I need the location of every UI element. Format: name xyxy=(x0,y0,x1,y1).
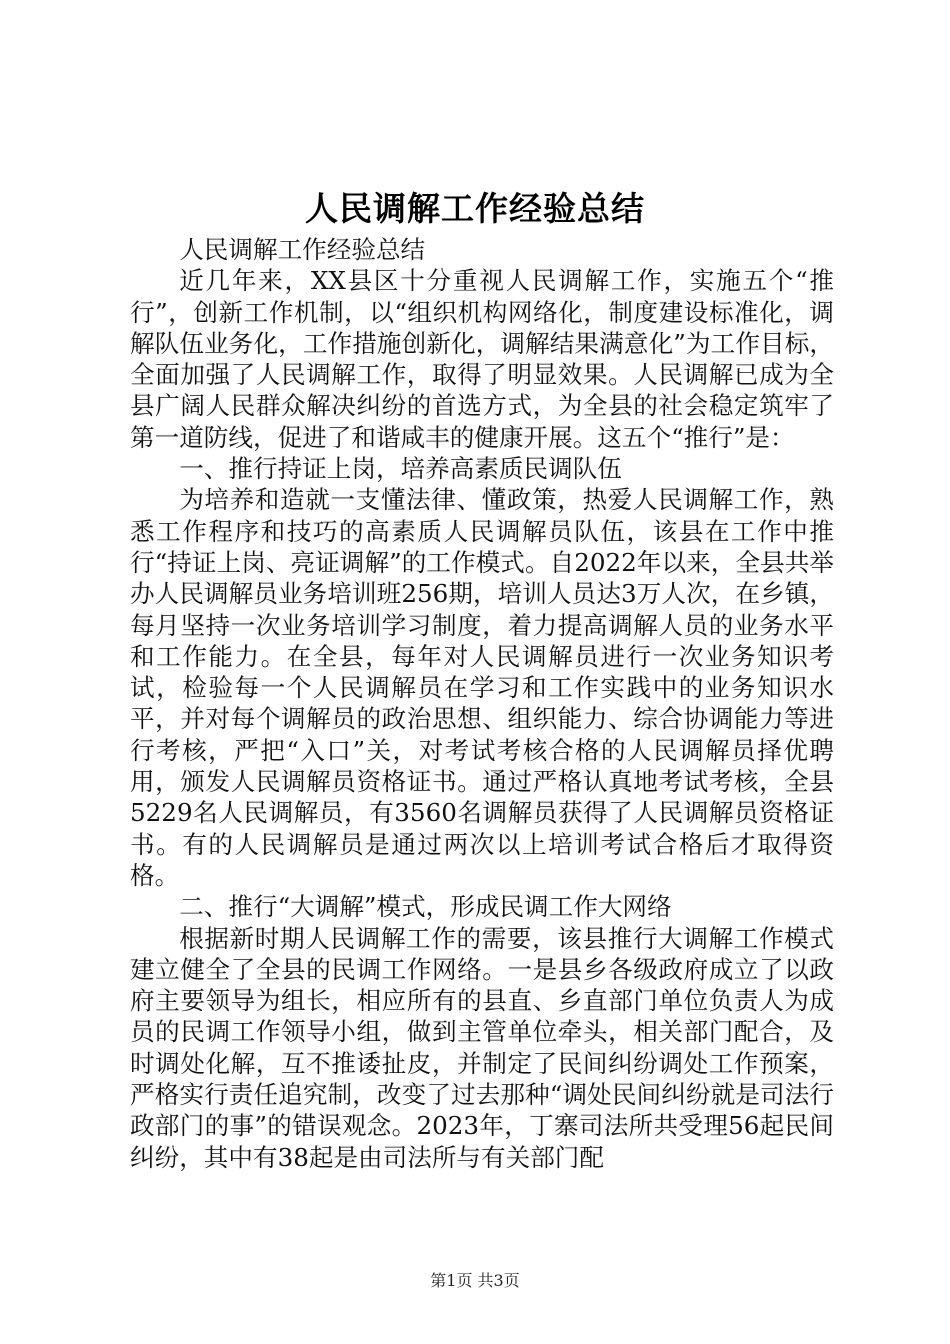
section-heading-2: 二、推行“大调解”模式，形成民调工作大网络 xyxy=(179,892,672,922)
paragraph-section-1: 为培养和造就一支懂法律、懂政策，热爱人民调解工作，熟悉工作程序和技巧的高素质人民调解员队伍，该县在工作中推行“持证上岗、亮证调解”的工作模式。自2022年以来，全县共举办人民调解员业务培训班256期，培训人员达3万人次，在乡镇，每月坚持一次业务培训学习制度，着力提高调解人员的业务水平和工作能力。在全县，每年对人民调解员进行一次业务知识考试，检验每一个人民调解员在学习和工作实践中的业务知识水平，并对每个调解员的政治思想、组织能力、综合协调能力等进行考核，严把“入口”关，对考试考核合格的人民调解员择优聘用，颁发人民调解员资格证书。通过严格认真地考试考核，全县5229名人民调解员，有3560名调解员获得了人民调解员资格证书。有的人民调解员是通过两次以上培训考试合格后才取得资格。 xyxy=(130,485,834,890)
paragraph-subtitle: 人民调解工作经验总结 xyxy=(179,235,426,264)
paragraph-section-2: 根据新时期人民调解工作的需要，该县推行大调解工作模式建立健全了全县的民调工作网络。一是县乡各级政府成立了以政府主要领导为组长，相应所有的县直、乡直部门单位负责人为成员的民调工作领导小组，做到主管单位牵头，相关部门配合，及时调处化解，互不推诿扯皮，并制定了民间纠纷调处工作预案，严格实行责任追究制，改变了过去那种“调处民间纠纷就是司法行政部门的事”的错误观念。2023年，丁寨司法所共受理56起民间纠纷，其中有38起是由司法所与有关部门配 xyxy=(130,923,834,1172)
page-title: 人民调解工作经验总结 xyxy=(305,189,645,228)
document-body xyxy=(130,234,834,1173)
page-footer: 第1页 共3页 xyxy=(430,1271,520,1290)
section-heading-1: 一、推行持证上岗，培养高素质民调队伍 xyxy=(179,454,622,484)
paragraph-intro: 近几年来，XX县区十分重视人民调解工作，实施五个“推行”，创新工作机制，以“组织机构网络化，制度建设标准化，调解队伍业务化，工作措施创新化，调解结果满意化”为工作目标，全面加强了人民调解工作，取得了明显效果。人民调解已成为全县广阔人民群众解决纠纷的首选方式，为全县的社会稳定筑牢了第一道防线，促进了和谐咸丰的健康开展。这五个“推行”是： xyxy=(130,266,834,452)
